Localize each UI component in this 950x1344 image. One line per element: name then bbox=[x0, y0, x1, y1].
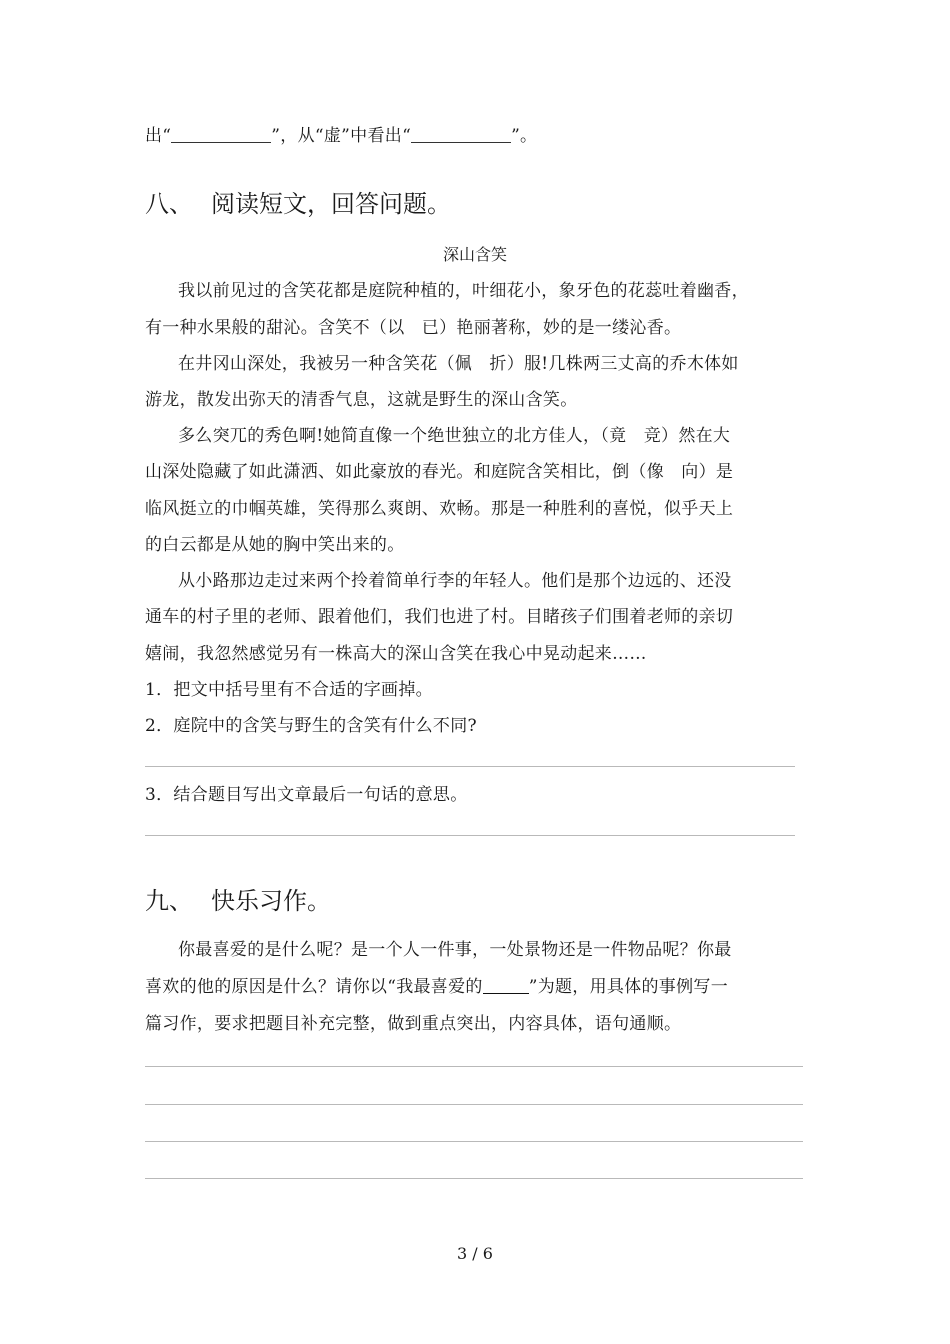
article-title: 深山含笑 bbox=[442, 245, 507, 264]
section-9-heading bbox=[145, 885, 331, 917]
article-line: 在井冈山深处，我被另一种含笑花（佩 折）服!几株两三丈高的乔木体如 bbox=[178, 354, 739, 374]
article-line: 山深处隐藏了如此潇洒、如此豪放的春光。和庭院含笑相比，倒（像 向）是 bbox=[145, 462, 734, 482]
article-line: 的白云都是从她的胸中笑出来的。 bbox=[145, 535, 405, 555]
question-2: 2．庭院中的含笑与野生的含笑有什么不同? bbox=[145, 716, 477, 736]
article-line: 通车的村子里的老师、跟着他们，我们也进了村。目睹孩子们围着老师的亲切 bbox=[145, 607, 734, 627]
writing-line[interactable] bbox=[145, 1066, 803, 1067]
article-line: 游龙，散发出弥天的清香气息，这就是野生的深山含笑。 bbox=[145, 390, 578, 410]
writing-line[interactable] bbox=[145, 1104, 803, 1105]
fragment-text-1: 出“ bbox=[145, 126, 172, 146]
prompt-text-a: 喜欢的他的原因是什么？请你以“我最喜爱的 bbox=[145, 977, 483, 997]
fragment-text-3: ”。 bbox=[511, 126, 538, 146]
section-8-heading bbox=[145, 188, 451, 220]
section-8-title: 阅读短文，回答问题。 bbox=[211, 190, 451, 218]
article-line: 从小路那边走过来两个拎着简单行李的年轻人。他们是那个边远的、还没 bbox=[178, 571, 732, 591]
writing-prompt-line bbox=[145, 975, 805, 999]
section-9-title: 快乐习作。 bbox=[211, 887, 331, 915]
title-blank[interactable] bbox=[483, 975, 529, 994]
question-3: 3．结合题目写出文章最后一句话的意思。 bbox=[145, 785, 468, 805]
fragment-text-2: ”，从“虚”中看出“ bbox=[271, 126, 412, 146]
answer-blank-2[interactable] bbox=[411, 124, 511, 143]
writing-prompt-line: 你最喜爱的是什么呢？是一个人一件事，一处景物还是一件物品呢？你最 bbox=[178, 940, 732, 960]
writing-line[interactable] bbox=[145, 1178, 803, 1179]
article-line: 我以前见过的含笑花都是庭院种植的，叶细花小，象牙色的花蕊吐着幽香， bbox=[178, 281, 749, 301]
continued-question-line bbox=[145, 124, 805, 148]
writing-prompt-line: 篇习作，要求把题目补充完整，做到重点突出，内容具体，语句通顺。 bbox=[145, 1014, 682, 1034]
article-line: 嬉闹，我忽然感觉另有一株高大的深山含笑在我心中晃动起来…… bbox=[145, 644, 647, 664]
section-9-number: 九、 bbox=[145, 887, 193, 915]
page-indicator: 3 / 6 bbox=[457, 1244, 493, 1263]
article-line: 有一种水果般的甜沁。含笑不（以 已）艳丽著称，妙的是一缕沁香。 bbox=[145, 318, 682, 338]
article-line: 多么突兀的秀色啊!她简直像一个绝世独立的北方佳人，（竟 竞）然在大 bbox=[178, 426, 731, 446]
prompt-text-b: ”为题，用具体的事例写一 bbox=[528, 977, 728, 997]
article-line: 临风挺立的巾帼英雄，笑得那么爽朗、欢畅。那是一种胜利的喜悦，似乎天上 bbox=[145, 499, 734, 519]
writing-line[interactable] bbox=[145, 1141, 803, 1142]
section-8-number: 八、 bbox=[145, 190, 193, 218]
answer-line-q3[interactable] bbox=[145, 835, 795, 836]
question-1: 1．把文中括号里有不合适的字画掉。 bbox=[145, 680, 433, 700]
answer-blank-1[interactable] bbox=[171, 124, 271, 143]
answer-line-q2[interactable] bbox=[145, 766, 795, 767]
